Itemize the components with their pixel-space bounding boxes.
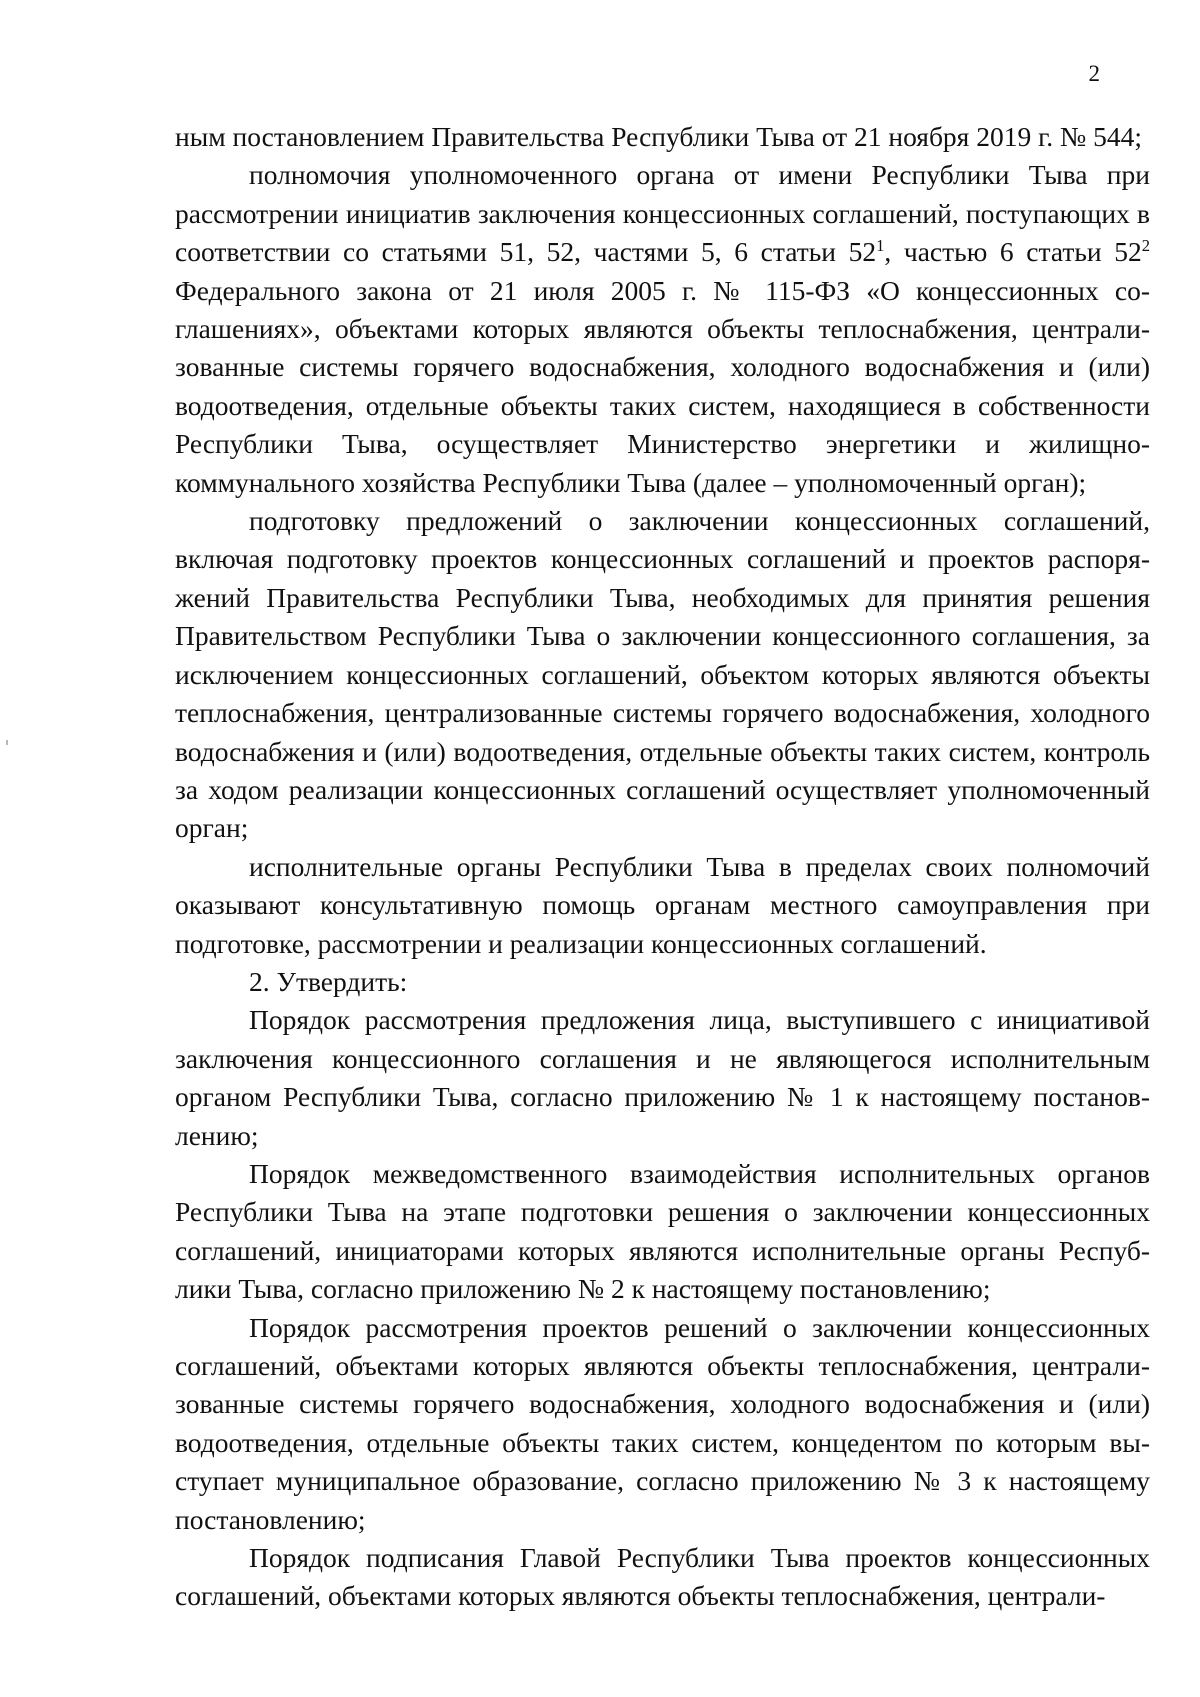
paragraph-approve-heading: 2. Утвердить:: [249, 965, 408, 997]
paragraph-text-segment: Федерального закона от 21 июля 2005 г. № 115-ФЗ «О концессионных соглашениях», объектами которых являются объекты теплоснабжения, централизованные системы горячего водоснабжения, холодного водоснабжения и (или) водоотведения, отдельные объекты таких систем, находящиеся в собственности Республики Тыва, осуществляет Министерство энергетики и жилищно-коммунального хозяйства Республики Тыва (далее – уполномоченный орган);: [175, 274, 1150, 498]
paragraph-text-segment: , частью 6 статьи 52: [884, 236, 1142, 268]
paragraph-procedure-3: Порядок рассмотрения проектов решений о заключении концессионных соглашений, объектами которых являются объекты теплоснабжения, централизованные системы горячего водоснабжения, холодного водоснабжения и (или) водоотведения, отдельные объекты таких систем, концедентом по которым выступает муниципальное образование, согласно приложению № 3 к настоящему постановлению;: [175, 1311, 1150, 1535]
paragraph-consultative-help: исполнительные органы Республики Тыва в пределах своих полномочий оказывают консультативную помощь органам местного самоуправления при подготовке, рассмотрении и реализации концессионных соглашений.: [175, 850, 1150, 959]
paragraph-proposal-preparation: подготовку предложений о заключении концессионных соглашений, включая подготовку проектов концессионных соглашений и проектов распоряжений Правительства Республики Тыва, необходимых для принятия решения Правительством Республики Тыва о заключении концессионного соглашения, за исключением концессионных соглашений, объектом которых являются объекты теплоснабжения, централизованные системы горячего водоснабжения, холодного водоснабжения и (или) водоотведения, отдельные объекты таких систем, контроль за ходом реализации концессионных соглашений осуществляет уполномоченный орган;: [175, 505, 1150, 844]
paragraph-continuation: ным постановлением Правительства Республики Тыва от 21 ноября 2019 г. № 544;: [175, 121, 1143, 152]
paragraph-text-segment: полномочия уполномоченного органа от имени Республики Тыва при рассмотрении инициатив заключения концессионных соглашений, поступающих в соответствии со статьями 51, 52, частями 5, 6 статьи 52: [175, 159, 1150, 268]
paragraph-procedure-4: Порядок подписания Главой Республики Тыва проектов концессионных соглашений, объектами которых являются объекты теплоснабжения, централи-: [175, 1542, 1150, 1612]
document-body: [175, 118, 1150, 1616]
superscript-2: 2: [1141, 236, 1150, 256]
superscript-1: 1: [876, 236, 885, 256]
paragraph-authority-powers: [175, 156, 1150, 502]
scan-artifact: [6, 740, 8, 745]
paragraph-procedure-2: Порядок межведомственного взаимодействия исполнительных органов Республики Тыва на этапе подготовки решения о заключении концессионных соглашений, инициаторами которых являются исполнительные органы Республики Тыва, согласно приложению № 2 к настоящему постановлению;: [175, 1157, 1150, 1305]
page-number: 2: [1088, 61, 1100, 86]
paragraph-procedure-1: Порядок рассмотрения предложения лица, выступившего с инициативой заключения концессионного соглашения и не являющегося исполнительным органом Республики Тыва, согласно приложению № 1 к настоящему постановлению;: [175, 1004, 1150, 1151]
